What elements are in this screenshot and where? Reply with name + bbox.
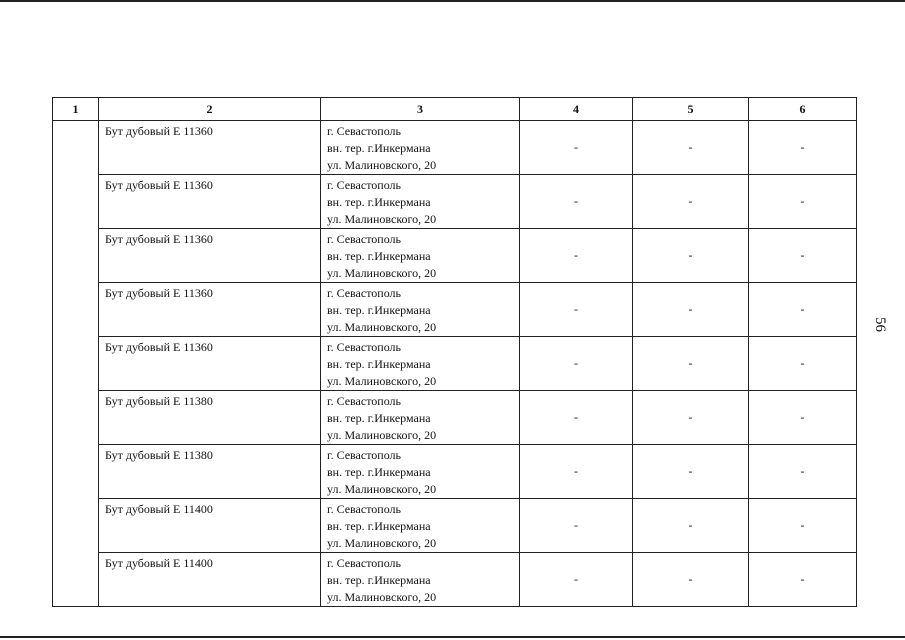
address-line: вн. тер. г.Инкермана [327, 303, 431, 317]
address-line: вн. тер. г.Инкермана [327, 411, 431, 425]
column-header-6: 6 [749, 98, 857, 121]
address-line: вн. тер. г.Инкермана [327, 519, 431, 533]
column-6-value: - [749, 499, 857, 553]
column-4-value: - [520, 175, 633, 229]
item-name-cell: Бут дубовый Е 11400 [99, 499, 321, 553]
column-header-1: 1 [53, 98, 99, 121]
address-cell [321, 499, 520, 553]
table-body [53, 121, 857, 607]
address-cell [321, 391, 520, 445]
table-row [53, 283, 857, 337]
address-cell [321, 283, 520, 337]
address-line: г. Севастополь [327, 340, 402, 354]
address-line: ул. Малиновского, 20 [327, 158, 437, 172]
column-5-value: - [633, 553, 749, 607]
address-line: ул. Малиновского, 20 [327, 266, 437, 280]
column-5-value: - [633, 445, 749, 499]
column-4-value: - [520, 499, 633, 553]
address-line: г. Севастополь [327, 232, 402, 246]
column-6-value: - [749, 283, 857, 337]
address-cell [321, 229, 520, 283]
column-6-value: - [749, 445, 857, 499]
column-header-3: 3 [321, 98, 520, 121]
column-5-value: - [633, 175, 749, 229]
address-line: г. Севастополь [327, 556, 402, 570]
address-cell [321, 445, 520, 499]
column-6-value: - [749, 175, 857, 229]
column-6-value: - [749, 337, 857, 391]
address-line: г. Севастополь [327, 502, 402, 516]
address-line: г. Севастополь [327, 124, 402, 138]
item-name-cell: Бут дубовый Е 11400 [99, 553, 321, 607]
address-line: ул. Малиновского, 20 [327, 482, 437, 496]
column-4-value: - [520, 553, 633, 607]
column-6-value: - [749, 121, 857, 175]
address-line: вн. тер. г.Инкермана [327, 357, 431, 371]
address-line: ул. Малиновского, 20 [327, 536, 437, 550]
address-cell [321, 175, 520, 229]
item-name-cell: Бут дубовый Е 11360 [99, 229, 321, 283]
address-line: ул. Малиновского, 20 [327, 590, 437, 604]
column-4-value: - [520, 283, 633, 337]
column-6-value: - [749, 391, 857, 445]
address-line: ул. Малиновского, 20 [327, 212, 437, 226]
address-line: ул. Малиновского, 20 [327, 428, 437, 442]
scan-border-top [0, 0, 905, 2]
address-line: вн. тер. г.Инкермана [327, 141, 431, 155]
table-row [53, 499, 857, 553]
column-6-value: - [749, 553, 857, 607]
column-4-value: - [520, 121, 633, 175]
column-5-value: - [633, 391, 749, 445]
address-line: г. Севастополь [327, 178, 402, 192]
table-row [53, 229, 857, 283]
document-table [52, 97, 857, 607]
table-row [53, 445, 857, 499]
address-line: ул. Малиновского, 20 [327, 374, 437, 388]
column-1-merged-cell [53, 121, 99, 607]
column-6-value: - [749, 229, 857, 283]
address-line: г. Севастополь [327, 286, 402, 300]
column-header-4: 4 [520, 98, 633, 121]
address-line: вн. тер. г.Инкермана [327, 249, 431, 263]
column-4-value: - [520, 391, 633, 445]
table-row [53, 391, 857, 445]
table-row [53, 553, 857, 607]
address-line: ул. Малиновского, 20 [327, 320, 437, 334]
column-4-value: - [520, 229, 633, 283]
table-header-row [53, 98, 857, 121]
item-name-cell: Бут дубовый Е 11360 [99, 121, 321, 175]
column-5-value: - [633, 229, 749, 283]
column-4-value: - [520, 337, 633, 391]
item-name-cell: Бут дубовый Е 11360 [99, 283, 321, 337]
column-5-value: - [633, 283, 749, 337]
column-5-value: - [633, 121, 749, 175]
address-line: вн. тер. г.Инкермана [327, 195, 431, 209]
address-cell [321, 121, 520, 175]
scan-border-bottom [0, 636, 905, 638]
table-row [53, 337, 857, 391]
address-line: г. Севастополь [327, 394, 402, 408]
item-name-cell: Бут дубовый Е 11360 [99, 337, 321, 391]
address-cell [321, 553, 520, 607]
table-row [53, 175, 857, 229]
column-5-value: - [633, 337, 749, 391]
address-cell [321, 337, 520, 391]
address-line: г. Севастополь [327, 448, 402, 462]
item-name-cell: Бут дубовый Е 11380 [99, 445, 321, 499]
column-5-value: - [633, 499, 749, 553]
address-line: вн. тер. г.Инкермана [327, 573, 431, 587]
table-row [53, 121, 857, 175]
address-line: вн. тер. г.Инкермана [327, 465, 431, 479]
item-name-cell: Бут дубовый Е 11380 [99, 391, 321, 445]
column-header-5: 5 [633, 98, 749, 121]
column-4-value: - [520, 445, 633, 499]
item-name-cell: Бут дубовый Е 11360 [99, 175, 321, 229]
page-number: 56 [872, 317, 888, 332]
column-header-2: 2 [99, 98, 321, 121]
